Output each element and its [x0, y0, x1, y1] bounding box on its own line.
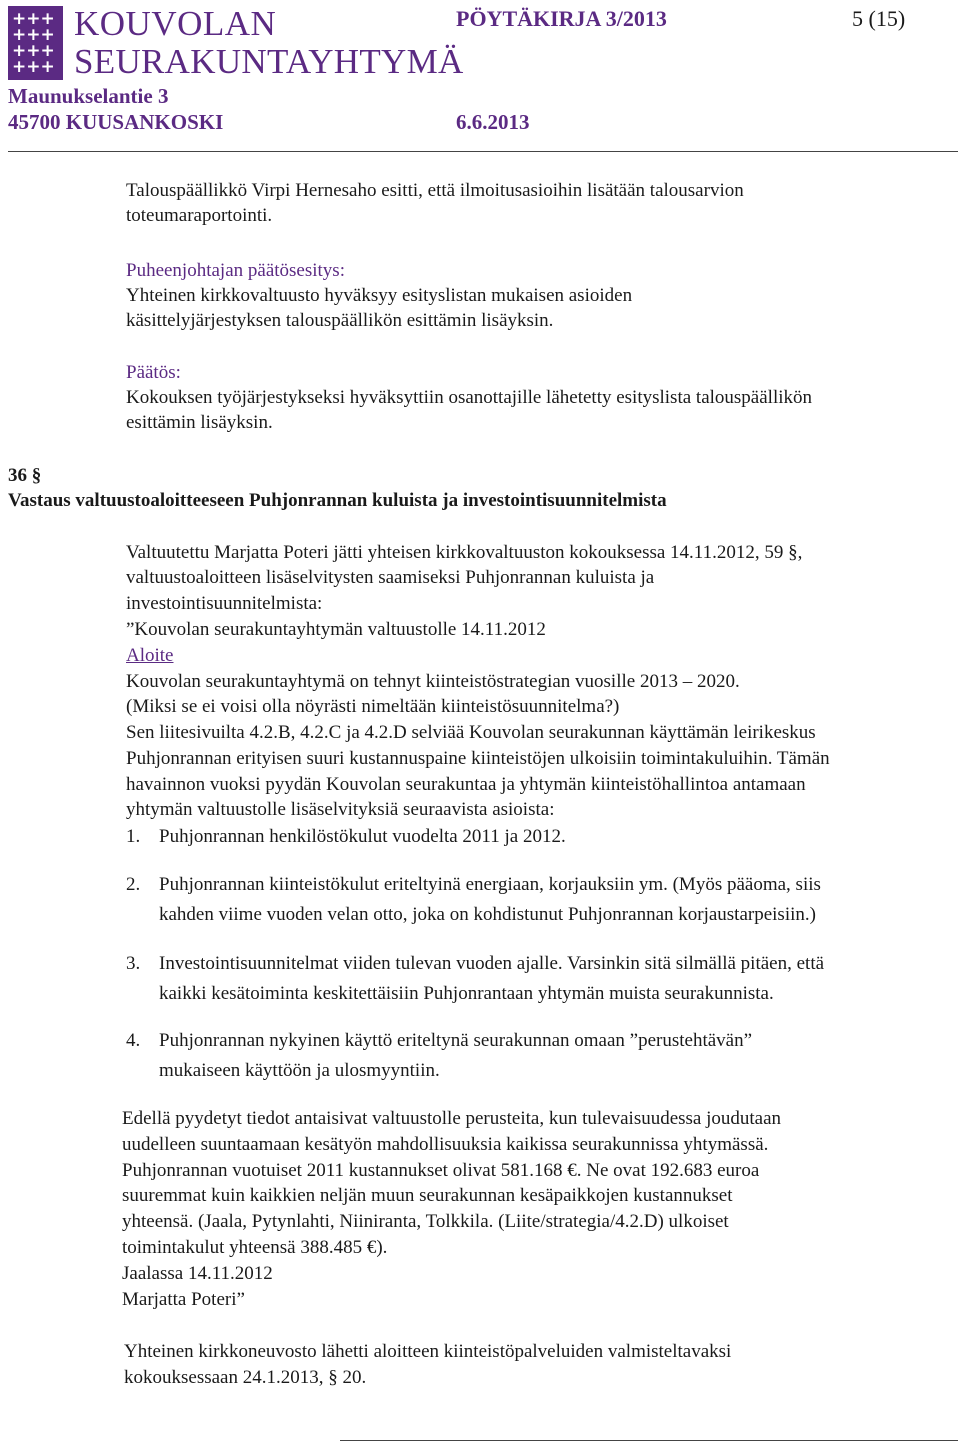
header-divider: [8, 151, 958, 152]
address-postal: 45700 KUUSANKOSKI: [8, 110, 224, 134]
logo-text-line1: KOUVOLAN: [74, 4, 277, 43]
section-number: 36 §: [8, 465, 42, 486]
closing-place-date: Jaalassa 14.11.2012: [122, 1263, 273, 1284]
list-item-text: Puhjonrannan henkilöstökulut vuodelta 2011 ja 2012.: [159, 826, 566, 847]
section-title: Vastaus valtuustoaloitteeseen Puhjonrannan kuluista ja investointisuunnitelmista: [8, 490, 667, 511]
address-street: Maunukselantie 3: [8, 84, 169, 108]
intro-paragraph-line2: toteumaraportointi.: [126, 205, 273, 226]
body-line11: yhtymän valtuustolle lisäselvityksiä seuraavista asioista:: [126, 799, 555, 820]
list-item-number: 3.: [126, 953, 141, 974]
cross-emblem-icon: +++ +++ +++ +++: [8, 6, 63, 80]
document-date: 6.6.2013: [456, 110, 530, 134]
list-item-number: 1.: [126, 826, 141, 847]
list-item-number: 4.: [126, 1030, 141, 1051]
initiative-heading: Aloite: [126, 645, 174, 666]
list-item-text: mukaiseen käyttöön ja ulosmyyntiin.: [159, 1060, 440, 1081]
body-line3: investointisuunnitelmista:: [126, 593, 323, 614]
decision-line1: Kokouksen työjärjestykseksi hyväksyttiin osanottajille lähetetty esityslista talouspäällikön: [126, 387, 813, 408]
decision-heading: Päätös:: [126, 362, 181, 383]
body-line2: valtuustoaloitteen lisäselvitysten saamiseksi Puhjonrannan kuluista ja: [126, 567, 655, 588]
list-item-text: Investointisuunnitelmat viiden tulevan vuoden ajalle. Varsinkin sitä silmällä pitäen, että: [159, 953, 825, 974]
closing-line6: toimintakulut yhteensä 388.485 €).: [122, 1237, 388, 1258]
body-line6: Kouvolan seurakuntayhtymä on tehnyt kiinteistöstrategian vuosille 2013 – 2020.: [126, 671, 740, 692]
footer-divider: [340, 1440, 958, 1441]
body-line4: ”Kouvolan seurakuntayhtymän valtuustolle 14.11.2012: [126, 619, 546, 640]
proposal-line2: käsittelyjärjestyksen talouspäällikön esittämin lisäyksin.: [126, 310, 554, 331]
list-item-text: Puhjonrannan nykyinen käyttö eriteltynä seurakunnan omaan ”perustehtävän”: [159, 1030, 753, 1051]
closing-line3: Puhjonrannan vuotuiset 2011 kustannukset olivat 581.168 €. Ne ovat 192.683 euroa: [122, 1160, 760, 1181]
final-line2: kokouksessaan 24.1.2013, § 20.: [124, 1367, 367, 1388]
body-line8: Sen liitesivuilta 4.2.B, 4.2.C ja 4.2.D selviää Kouvolan seurakunnan käyttämän leirikeskus: [126, 722, 816, 743]
list-item-text: kaikki kesätoiminta keskitettäisiin Puhjonrantaan yhtymän muista seurakunnista.: [159, 983, 774, 1004]
body-line10: havainnon vuoksi pyydän Kouvolan seurakuntaa ja yhtymän kiinteistöhallintoa antamaan: [126, 774, 806, 795]
closing-signature: Marjatta Poteri”: [122, 1289, 245, 1310]
page-number: 5 (15): [852, 6, 906, 31]
closing-line5: yhteensä. (Jaala, Pytynlahti, Niiniranta, Tolkkila. (Liite/strategia/4.2.D) ulkoiset: [122, 1211, 729, 1232]
final-line1: Yhteinen kirkkoneuvosto lähetti aloitteen kiinteistöpalveluiden valmisteltavaksi: [124, 1341, 732, 1362]
closing-line2: uudelleen suuntaamaan kesätyön mahdollisuuksia kaikissa seurakunnissa yhtymässä.: [122, 1134, 769, 1155]
list-item-number: 2.: [126, 874, 141, 895]
body-line1: Valtuutettu Marjatta Poteri jätti yhteisen kirkkovaltuuston kokouksessa 14.11.2012, 59 §,: [126, 542, 803, 563]
proposal-heading: Puheenjohtajan päätösesitys:: [126, 260, 345, 281]
body-line7: (Miksi se ei voisi olla nöyrästi nimeltään kiinteistösuunnitelma?): [126, 696, 620, 717]
logo-text-line2: SEURAKUNTAYHTYMÄ: [74, 42, 464, 81]
closing-line1: Edellä pyydetyt tiedot antaisivat valtuustolle perusteita, kun tulevaisuudessa joudutaan: [122, 1108, 782, 1129]
proposal-line1: Yhteinen kirkkovaltuusto hyväksyy esityslistan mukaisen asioiden: [126, 285, 633, 306]
decision-line2: esittämin lisäyksin.: [126, 412, 273, 433]
organization-logo: [8, 4, 464, 81]
list-item-text: Puhjonrannan kiinteistökulut eriteltyinä energiaan, korjauksiin ym. (Myös pääoma, siis: [159, 874, 821, 895]
list-item-text: kahden viime vuoden velan otto, joka on kohdistunut Puhjonrannan korjaustarpeisiin.): [159, 904, 816, 925]
closing-line4: suuremmat kuin kaikkien neljän muun seurakunnan kesäpaikkojen kustannukset: [122, 1185, 733, 1206]
document-title: PÖYTÄKIRJA 3/2013: [456, 6, 667, 31]
intro-paragraph-line1: Talouspäällikkö Virpi Hernesaho esitti, että ilmoitusasioihin lisätään talousarvion: [126, 180, 744, 201]
body-line9: Puhjonrannan erityisen suuri kustannuspaine kiinteistöjen ulkoisiin toimintakuluihin. Tämän: [126, 748, 830, 769]
